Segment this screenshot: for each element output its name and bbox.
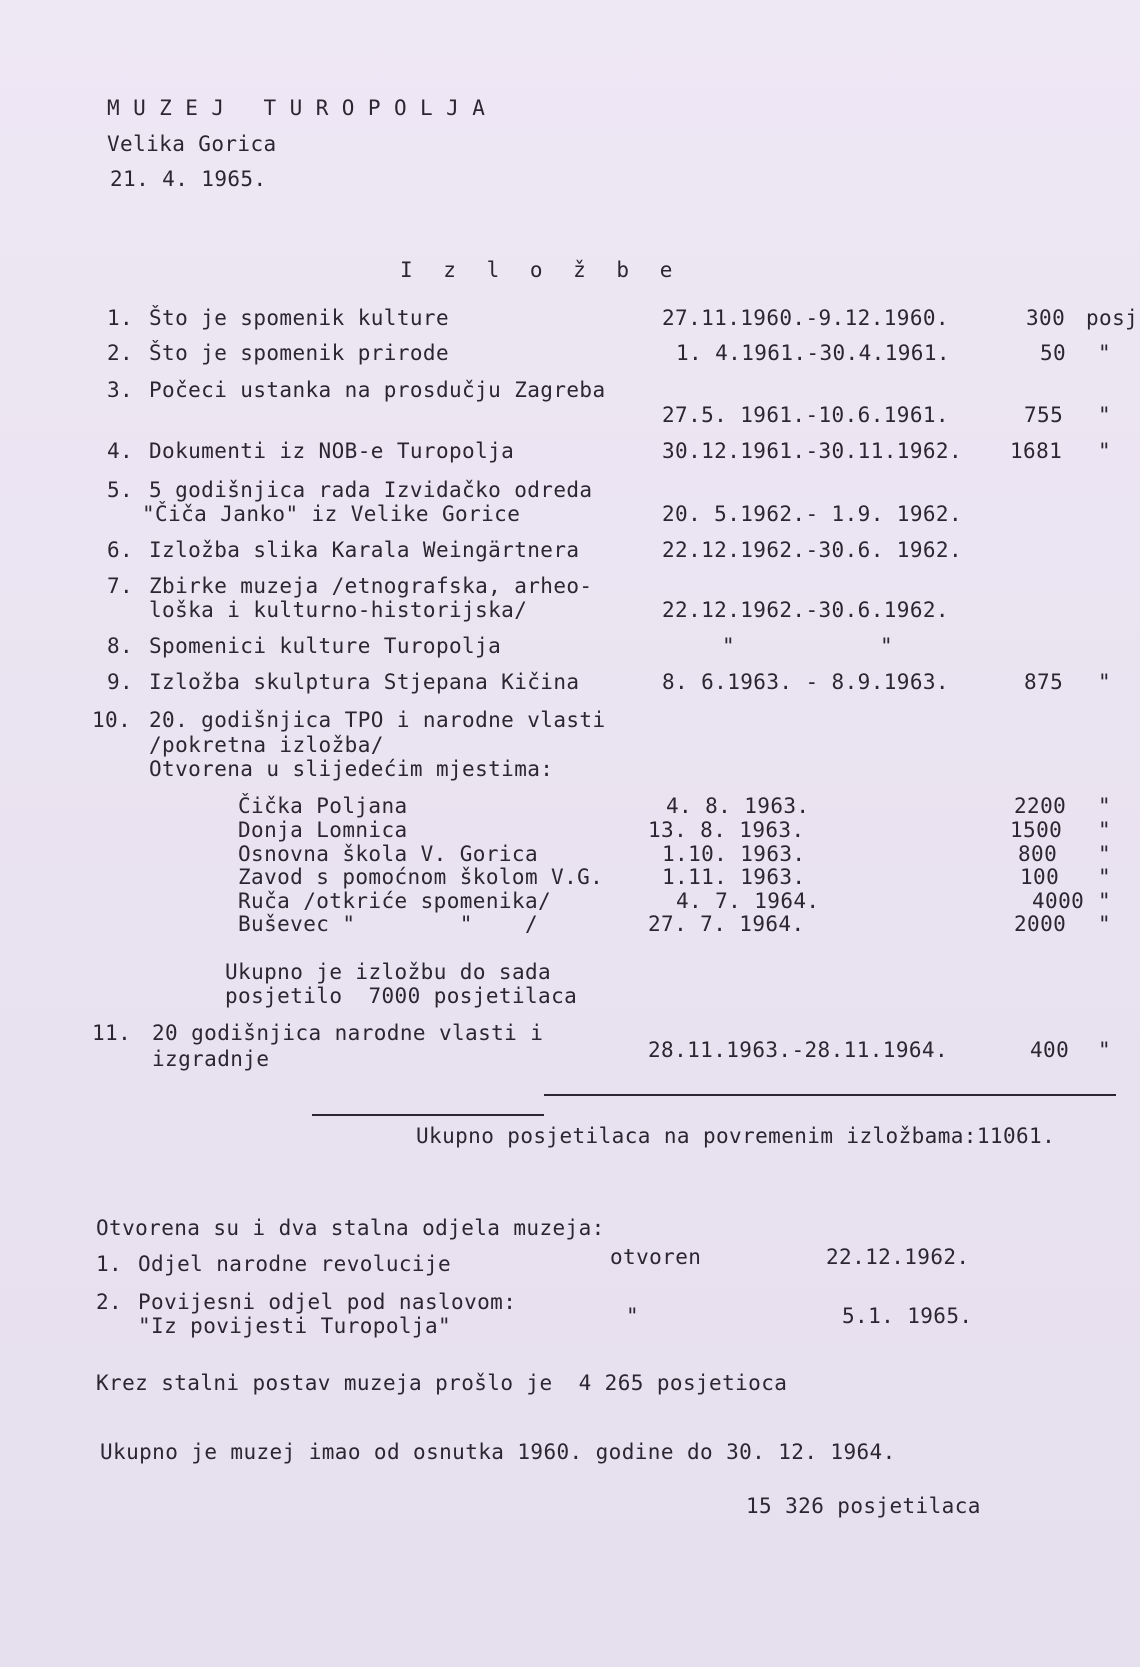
ditto-mark: " — [626, 1304, 640, 1328]
institution-name: M U Z E J T U R O P O L J A — [107, 96, 486, 120]
item-visitors-unit: posj — [1086, 306, 1139, 330]
item-name-line: /pokretna izložba/ — [149, 733, 384, 757]
ditto-mark: " — [880, 634, 894, 658]
location-date: 4. 7. 1964. — [676, 889, 820, 913]
item-period: 27.11.1960.-9.12.1960. — [662, 306, 949, 330]
item-visitors: 50 — [1040, 341, 1067, 365]
permanent-name-line: "Iz povijesti Turopolja" — [138, 1314, 452, 1338]
location-visitors-unit: " — [1098, 865, 1112, 889]
location-visitors-unit: " — [1098, 889, 1112, 913]
location-visitors: 2000 — [1014, 912, 1067, 936]
permanent-visitors-line: Krez stalni postav muzeja prošlo je 4 265 posjetioca — [96, 1371, 788, 1395]
item-number: 9. — [107, 670, 134, 694]
location-visitors-unit: " — [1098, 912, 1112, 936]
item-visitors-unit: " — [1098, 1038, 1112, 1062]
traveling-total-line: posjetilo 7000 posjetilaca — [225, 984, 578, 1008]
item-period: 22.12.1962.-30.6.1962. — [662, 598, 949, 622]
location-place: Zavod s pomoćnom školom V.G. — [238, 865, 604, 889]
item-number: 4. — [107, 439, 134, 463]
location-visitors: 4000 — [1032, 889, 1085, 913]
item-name-line: Zbirke muzeja /etnografska, arheo- — [149, 574, 593, 598]
item-name: Počeci ustanka na prosdučju Zagreba — [149, 378, 606, 402]
location-visitors-unit: " — [1098, 794, 1112, 818]
location-visitors: 1500 — [1010, 818, 1063, 842]
permanent-number: 1. — [96, 1252, 123, 1276]
item-name: Što je spomenik kulture — [149, 306, 449, 330]
permanent-status: otvoren — [610, 1245, 702, 1269]
item-number: 5. — [107, 478, 134, 502]
permanent-number: 2. — [96, 1290, 123, 1314]
item-visitors: 400 — [1030, 1038, 1070, 1062]
item-visitors: 875 — [1024, 670, 1064, 694]
location-date: 27. 7. 1964. — [648, 912, 805, 936]
item-name: Dokumenti iz NOB-e Turopolja — [149, 439, 515, 463]
item-visitors-unit: " — [1098, 341, 1112, 365]
location-place: Ruča /otkriće spomenika/ — [238, 889, 552, 913]
item-name-line: Otvorena u slijedećim mjestima: — [149, 757, 554, 781]
underline-rule — [544, 1094, 1116, 1096]
document-date: 21. 4. 1965. — [110, 167, 267, 191]
traveling-total-line: Ukupno je izložbu do sada — [225, 960, 552, 984]
location-place: Buševec " " / — [238, 912, 538, 936]
grand-total-value: 15 326 posjetilaca — [746, 1494, 981, 1518]
item-number: 6. — [107, 538, 134, 562]
item-name: Spomenici kulture Turopolja — [149, 634, 502, 658]
location-date: 1.10. 1963. — [662, 842, 806, 866]
temporary-exhibitions-total: Ukupno posjetilaca na povremenim izložbama:11061. — [416, 1124, 1056, 1148]
grand-total-line: Ukupno je muzej imao od osnutka 1960. godine do 30. 12. 1964. — [100, 1440, 896, 1464]
item-visitors-unit: " — [1098, 403, 1112, 427]
item-number: 11. — [92, 1021, 132, 1045]
permanent-intro: Otvorena su i dva stalna odjela muzeja: — [96, 1216, 605, 1240]
location-visitors: 100 — [1020, 865, 1060, 889]
item-visitors: 1681 — [1010, 439, 1063, 463]
location-visitors-unit: " — [1098, 842, 1112, 866]
section-title: I z l o ž b e — [400, 258, 682, 282]
location-visitors-unit: " — [1098, 818, 1112, 842]
underline-rule — [312, 1114, 544, 1116]
item-name-line: 20. godišnjica TPO i narodne vlasti — [149, 708, 606, 732]
item-period: 30.12.1961.-30.11.1962. — [662, 439, 962, 463]
item-number: 3. — [107, 378, 134, 402]
item-number: 2. — [107, 341, 134, 365]
institution-place: Velika Gorica — [107, 132, 277, 156]
permanent-date: 5.1. 1965. — [842, 1304, 973, 1328]
item-name: Izložba skulptura Stjepana Kičina — [149, 670, 580, 694]
location-date: 1.11. 1963. — [662, 865, 806, 889]
item-period: 28.11.1963.-28.11.1964. — [648, 1038, 948, 1062]
item-number: 10. — [92, 708, 132, 732]
location-place: Čička Poljana — [238, 794, 408, 818]
location-date: 4. 8. 1963. — [666, 794, 810, 818]
ditto-mark: " — [722, 634, 736, 658]
permanent-name-line: Povijesni odjel pod naslovom: — [138, 1290, 517, 1314]
item-period: 1. 4.1961.-30.4.1961. — [676, 341, 950, 365]
location-visitors: 2200 — [1014, 794, 1067, 818]
item-visitors: 300 — [1026, 306, 1066, 330]
item-number: 8. — [107, 634, 134, 658]
item-name-line: izgradnje — [152, 1047, 270, 1071]
item-number: 7. — [107, 574, 134, 598]
location-place: Donja Lomnica — [238, 818, 408, 842]
item-name: Izložba slika Karala Weingärtnera — [149, 538, 580, 562]
item-period: 22.12.1962.-30.6. 1962. — [662, 538, 962, 562]
location-visitors: 800 — [1018, 842, 1058, 866]
item-visitors-unit: " — [1098, 439, 1112, 463]
item-period: 20. 5.1962.- 1.9. 1962. — [662, 502, 962, 526]
permanent-date: 22.12.1962. — [826, 1245, 970, 1269]
location-date: 13. 8. 1963. — [648, 818, 805, 842]
item-name-line: 20 godišnjica narodne vlasti i — [152, 1021, 544, 1045]
permanent-name: Odjel narodne revolucije — [138, 1252, 452, 1276]
location-place: Osnovna škola V. Gorica — [238, 842, 538, 866]
item-name-line: loška i kulturno-historijska/ — [149, 598, 528, 622]
item-name: Što je spomenik prirode — [149, 341, 449, 365]
item-name-line: 5 godišnjica rada Izvidačko odreda — [149, 478, 593, 502]
item-period: 27.5. 1961.-10.6.1961. — [662, 403, 949, 427]
item-name-line: "Čiča Janko" iz Velike Gorice — [142, 502, 521, 526]
item-number: 1. — [107, 306, 134, 330]
item-visitors-unit: " — [1098, 670, 1112, 694]
item-visitors: 755 — [1024, 403, 1064, 427]
item-period: 8. 6.1963. - 8.9.1963. — [662, 670, 949, 694]
